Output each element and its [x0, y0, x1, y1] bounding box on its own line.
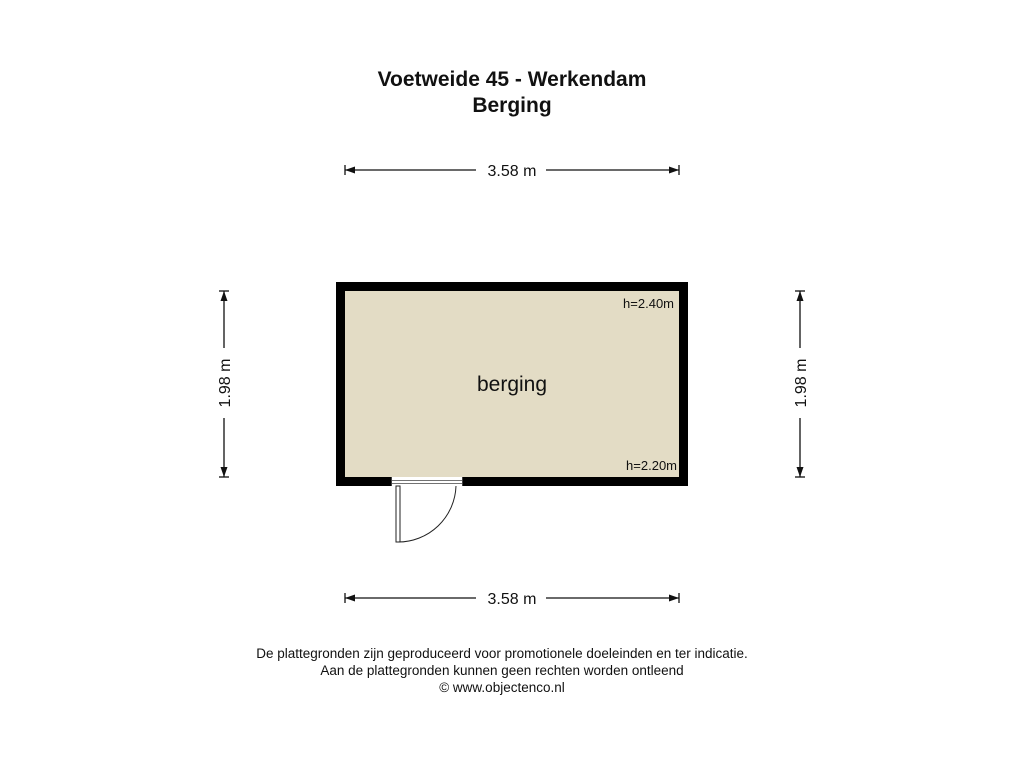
dimension-right-label: 1.98 m: [793, 358, 810, 408]
ceiling-height-top-label: h=2.40m: [623, 296, 674, 311]
disclaimer-line-1: De plattegronden zijn geproduceerd voor promotionele doeleinden en ter indicatie.: [256, 646, 748, 661]
dimension-left: [217, 291, 234, 477]
dimension-right: [793, 291, 810, 477]
plan-floor-title: Berging: [472, 94, 552, 117]
room-name-label: berging: [476, 373, 548, 396]
dimension-left-label: 1.98 m: [217, 358, 234, 408]
ceiling-height-bottom-label: h=2.20m: [626, 458, 677, 473]
copyright-link: © www.objectenco.nl: [439, 680, 565, 695]
room-berging: [336, 282, 688, 542]
door-opening: [391, 477, 463, 486]
dimension-bottom-label: 3.58 m: [487, 591, 537, 608]
dimension-bottom: [345, 591, 679, 608]
door-leaf: [396, 486, 400, 542]
dimension-top: [345, 163, 679, 180]
disclaimer-line-2: Aan de plattegronden kunnen geen rechten worden ontleend: [320, 663, 684, 678]
door-swing-arc: [398, 486, 456, 542]
plan-address-title: Voetweide 45 - Werkendam: [377, 68, 647, 91]
dimension-top-label: 3.58 m: [487, 163, 537, 180]
